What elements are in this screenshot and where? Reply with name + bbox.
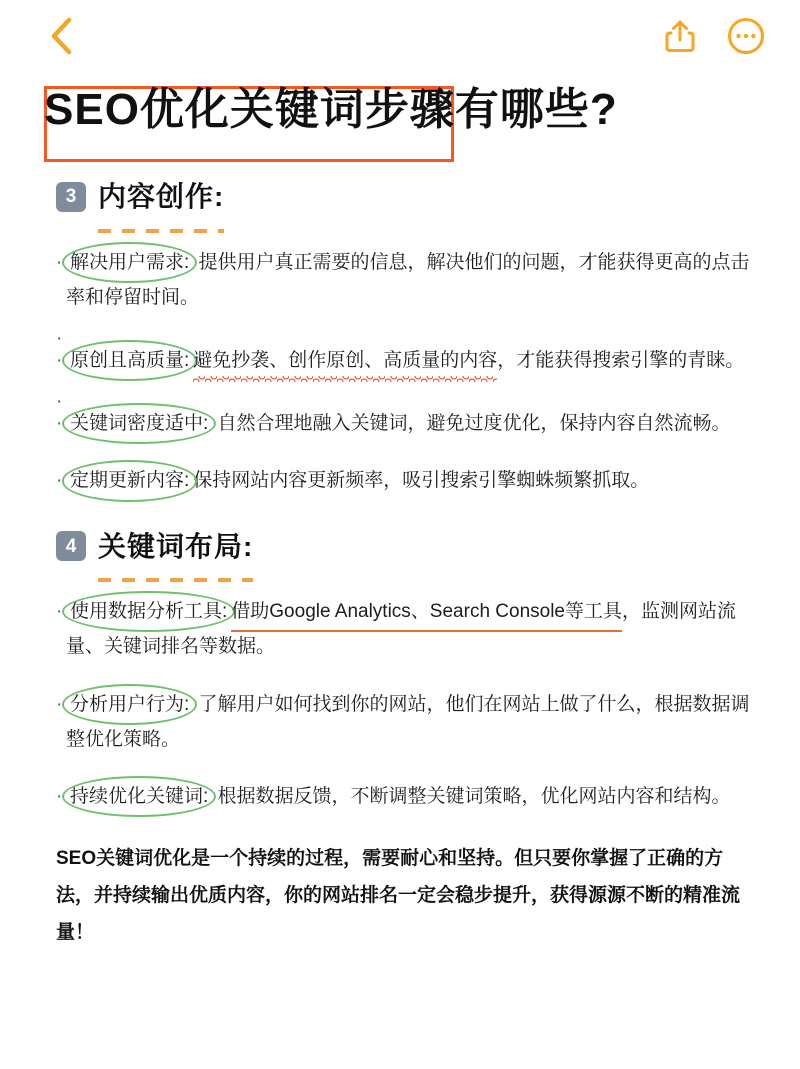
body-text: 自然合理地融入关键词，避免过度优化，保持内容自然流畅。 bbox=[212, 413, 731, 435]
section-4-bullets bbox=[44, 594, 756, 814]
lead-text: 关键词密度适中: bbox=[70, 413, 209, 435]
list-item bbox=[56, 779, 756, 814]
section-title-text: 内容创作: bbox=[98, 181, 225, 212]
bullet-dot: · bbox=[56, 391, 63, 413]
list-item bbox=[56, 406, 756, 441]
section-heading-4 bbox=[56, 521, 756, 573]
section-title bbox=[98, 171, 224, 223]
lead-text: 定期更新内容: bbox=[70, 470, 190, 492]
bullet-dot: · bbox=[56, 350, 63, 372]
page-title: SEO优化关键词步骤有哪些? bbox=[44, 85, 618, 134]
list-item-text bbox=[66, 245, 756, 315]
body-tail-text: ，监测网站流量、关键词排名等数据。 bbox=[66, 601, 737, 658]
wavy-underline-icon bbox=[193, 376, 497, 382]
top-bar-actions bbox=[660, 16, 766, 56]
body-text: 避免抄袭、创作原创、高质量的内容 bbox=[193, 350, 498, 372]
note-content bbox=[0, 137, 800, 951]
list-item-text bbox=[66, 594, 756, 664]
highlighted-lead bbox=[66, 245, 193, 280]
list-item-text bbox=[66, 687, 756, 757]
highlighted-lead bbox=[66, 406, 212, 441]
bullet-dot: · bbox=[56, 601, 63, 623]
list-item bbox=[56, 687, 756, 757]
bullet-dot: · bbox=[56, 413, 63, 435]
orange-underline-icon bbox=[231, 630, 622, 632]
section-title bbox=[98, 521, 253, 573]
body-text: 根据数据反馈，不断调整关键词策略，优化网站内容和结构。 bbox=[212, 785, 731, 807]
bullet-dot: · bbox=[56, 470, 63, 492]
bullet-dot: · bbox=[56, 251, 63, 273]
list-item-text bbox=[66, 463, 756, 498]
list-item bbox=[56, 594, 756, 664]
list-item-text bbox=[66, 779, 756, 814]
lead-text: 原创且高质量: bbox=[70, 350, 190, 372]
more-options-icon[interactable] bbox=[726, 16, 766, 56]
section-number-badge: 3 bbox=[56, 182, 86, 212]
highlighted-lead bbox=[66, 343, 193, 378]
underlined-text bbox=[231, 594, 622, 629]
highlighted-lead bbox=[66, 594, 231, 629]
body-text: 借助Google Analytics、Search Console等工具 bbox=[231, 601, 622, 623]
page-title-area bbox=[0, 72, 800, 137]
list-item bbox=[56, 245, 756, 315]
list-item bbox=[56, 463, 756, 498]
wavy-underlined-text bbox=[193, 343, 497, 378]
body-text: 了解用户如何找到你的网站，他们在网站上做了什么，根据数据调整优化策略。 bbox=[66, 693, 750, 750]
lead-text: 分析用户行为: bbox=[70, 693, 190, 715]
body-tail-text: ，才能获得搜索引擎的青睐。 bbox=[497, 350, 745, 372]
section-3-bullets bbox=[44, 245, 756, 499]
chevron-left-icon[interactable] bbox=[44, 19, 78, 53]
dashed-underline bbox=[98, 578, 253, 582]
lead-text: 解决用户需求: bbox=[70, 251, 190, 273]
list-item bbox=[56, 343, 756, 378]
lead-text: 使用数据分析工具: bbox=[70, 601, 228, 623]
bullet-dot: · bbox=[56, 328, 63, 350]
body-text: 提供用户真正需要的信息，解决他们的问题，才能获得更高的点击率和停留时间。 bbox=[66, 251, 750, 308]
lead-text: 持续优化关键词: bbox=[70, 785, 209, 807]
section-number-badge: 4 bbox=[56, 531, 86, 561]
top-navigation-bar bbox=[0, 0, 800, 72]
highlighted-lead bbox=[66, 687, 193, 722]
share-icon[interactable] bbox=[660, 16, 700, 56]
conclusion-paragraph: SEO关键词优化是一个持续的过程，需要耐心和坚持。但只要你掌握了正确的方法，并持续输出优质内容，你的网站排名一定会稳步提升，获得源源不断的精准流量！ bbox=[56, 848, 741, 944]
highlighted-lead bbox=[66, 779, 212, 814]
bullet-dot: · bbox=[56, 785, 63, 807]
section-heading-3 bbox=[56, 171, 756, 223]
body-text: 保持网站内容更新频率，吸引搜索引擎蜘蛛频繁抓取。 bbox=[193, 470, 650, 492]
section-title-text: 关键词布局: bbox=[98, 530, 254, 562]
highlighted-lead bbox=[66, 463, 193, 498]
bullet-dot: · bbox=[56, 693, 63, 715]
list-item-text bbox=[66, 406, 756, 441]
dashed-underline bbox=[98, 229, 224, 233]
list-item-text bbox=[66, 343, 756, 378]
